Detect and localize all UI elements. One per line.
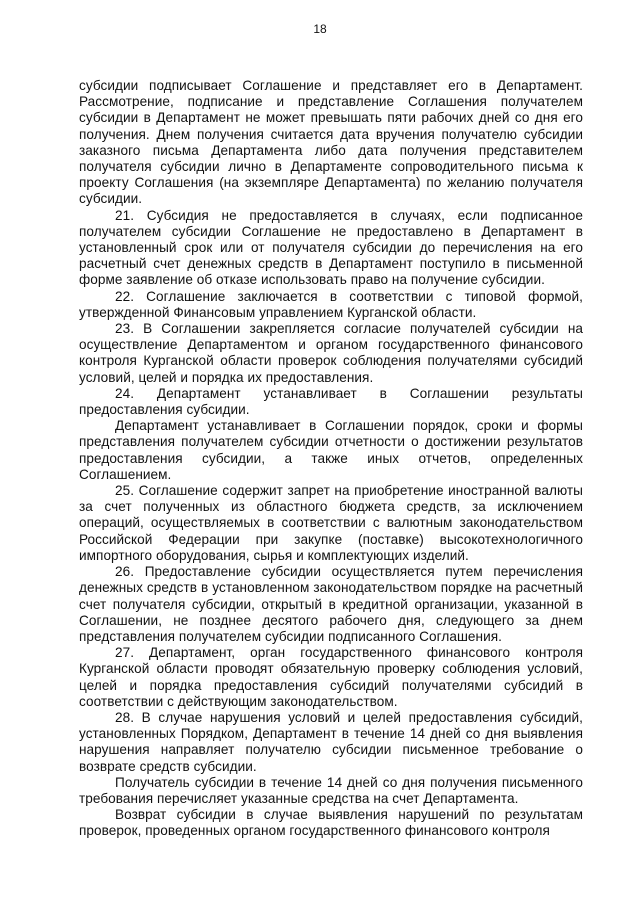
paragraph-25: 25. Соглашение содержит запрет на приобретение иностранной валюты за счет полученных из областного бюджета средств, за исключением операций, осуществляемых в соответствии с валютным законодательством Российской Федерации при закупке (поставке) высокотехнологичного импортного оборудования, сырья и комплектующих изделий. (79, 483, 583, 563)
paragraph-continuation: субсидии подписывает Соглашение и представляет его в Департамент. Рассмотрение, подписание и представление Соглашения получателем субсидии в Департамент не может превышать пяти рабочих дней со дня его получения. Днем получения считается дата вручения получателю субсидии заказного письма Департамента либо дата получения представителем получателя субсидии лично в Департаменте сопроводительного письма к проекту Соглашения (на экземпляре Департамента) по желанию получателя субсидии. (79, 78, 583, 207)
paragraph-24-reporting: Департамент устанавливает в Соглашении порядок, сроки и формы представления получателем субсидии отчетности о достижении результатов предоставления субсидии, а также иных отчетов, определенных Соглашением. (79, 418, 583, 482)
paragraph-22: 22. Соглашение заключается в соответствии с типовой формой, утвержденной Финансовым управлением Курганской области. (79, 288, 583, 320)
paragraph-26: 26. Предоставление субсидии осуществляется путем перечисления денежных средств в установленном законодательством порядке на расчетный счет получателя субсидии, открытый в кредитной организации, указанной в Соглашении, не позднее десятого рабочего дня, следующего за днем представления получателем субсидии подписанного Соглашения. (79, 564, 583, 644)
paragraph-28-refund: Возврат субсидии в случае выявления нарушений по результатам проверок, проведенных органом государственного финансового контроля (79, 807, 583, 839)
paragraph-28-repayment: Получатель субсидии в течение 14 дней со дня получения письменного требования перечисляет указанные средства на счет Департамента. (79, 774, 583, 806)
paragraph-24: 24. Департамент устанавливает в Соглашении результаты предоставления субсидии. (79, 385, 583, 418)
paragraph-28: 28. В случае нарушения условий и целей предоставления субсидий, установленных Порядком, Департамент в течение 14 дней со дня выявления нарушения направляет получателю субсидии письменное требование о возврате средств субсидии. (79, 709, 583, 774)
document-body (79, 78, 583, 840)
page-number: 18 (313, 22, 327, 36)
paragraph-27: 27. Департамент, орган государственного финансового контроля Курганской области проводят обязательную проверку соблюдения условий, целей и порядка предоставления субсидий получателями субсидий в соответствии с действующим законодательством. (79, 645, 583, 709)
paragraph-23: 23. В Соглашении закрепляется согласие получателей субсидии на осуществление Департаментом и органом государственного финансового контроля Курганской области проверок соблюдения получателями субсидий условий, целей и порядка их предоставления. (79, 321, 583, 385)
paragraph-21: 21. Субсидия не предоставляется в случаях, если подписанное получателем субсидии Соглашение не предоставлено в Департамент в установленный срок или от получателя субсидии до перечисления на его расчетный счет денежных средств в Департамент поступило в письменной форме заявление об отказе использовать право на получение субсидии. (79, 207, 583, 288)
